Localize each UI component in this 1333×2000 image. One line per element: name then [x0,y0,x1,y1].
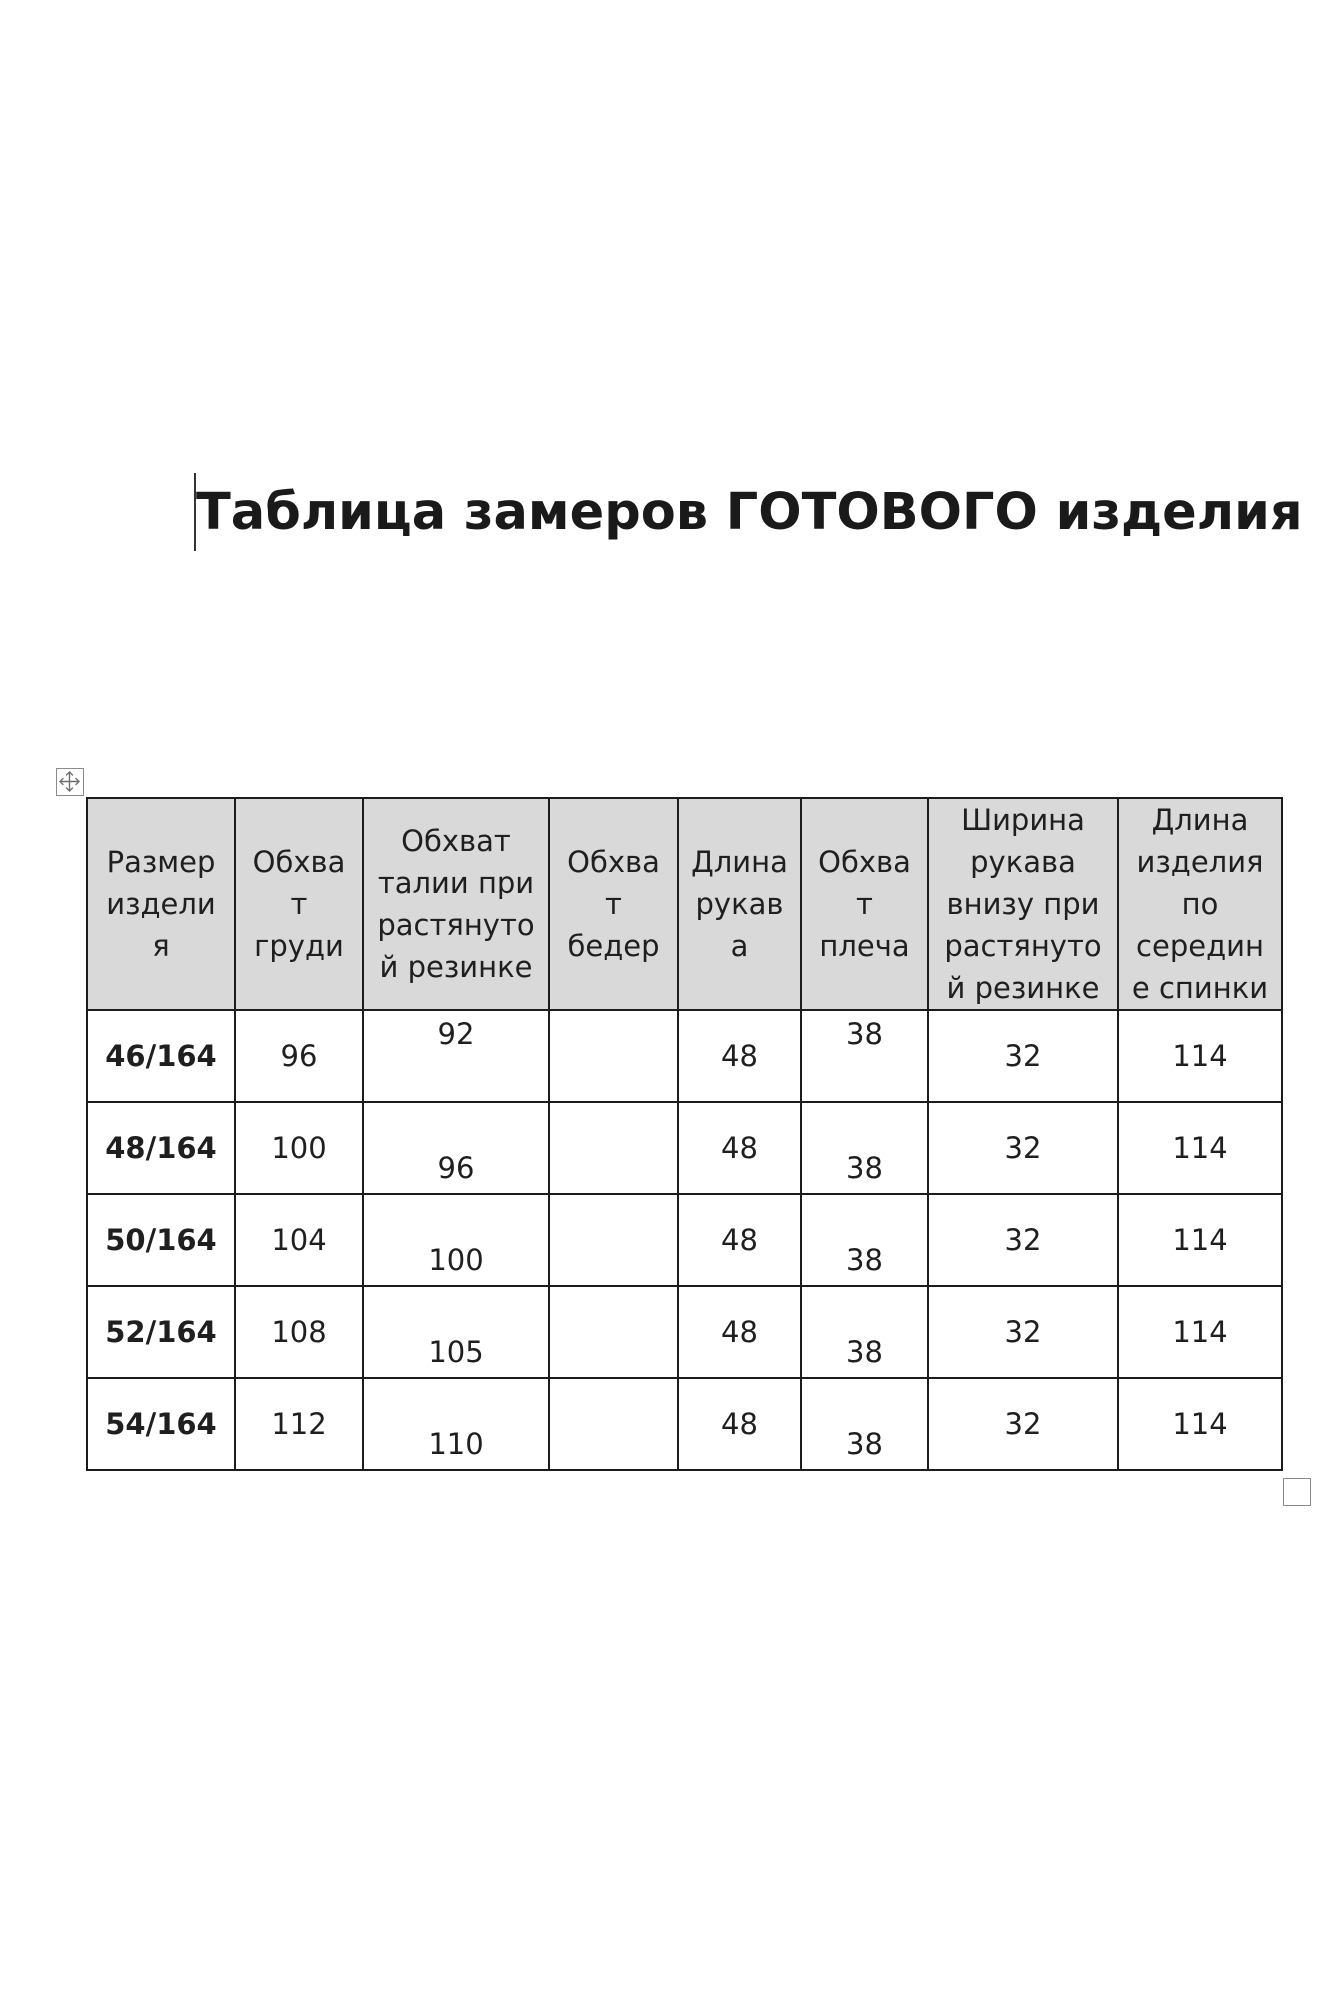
cell-sleeve-length: 48 [678,1378,801,1470]
table-row [87,1378,1282,1470]
size-table [86,797,1283,1471]
cell-sleeve-length: 48 [678,1010,801,1102]
table-row [87,1102,1282,1194]
cell-size: 50/164 [87,1194,235,1286]
cell-size: 54/164 [87,1378,235,1470]
cell-waist [363,1286,549,1378]
cell-length: 114 [1118,1194,1282,1286]
table-move-icon[interactable] [56,768,84,796]
cell-sleeve-width: 32 [928,1194,1118,1286]
cell-waist-value: 100 [428,1243,484,1277]
cell-chest: 100 [235,1102,363,1194]
cell-waist-value: 105 [428,1335,484,1369]
table-move-glyph [57,769,82,794]
cell-chest: 112 [235,1378,363,1470]
cell-hips [549,1194,678,1286]
cell-waist [363,1102,549,1194]
cell-waist-value: 96 [437,1151,475,1185]
cell-sleeve-length: 48 [678,1102,801,1194]
table-header-row [87,798,1282,1010]
cell-sleeve-width: 32 [928,1378,1118,1470]
header-size: Размер издели я [87,798,235,1010]
cell-size: 48/164 [87,1102,235,1194]
header-shoulder: Обхва т плеча [801,798,928,1010]
header-sleeve-width: Ширина рукава внизу при растянуто й резинке [928,798,1118,1010]
header-sleeve-length: Длина рукав а [678,798,801,1010]
cell-shoulder-value: 38 [846,1151,883,1185]
header-length: Длина изделия по середин е спинки [1118,798,1282,1010]
cell-shoulder-value: 38 [846,1427,883,1461]
page-title: Таблица замеров ГОТОВОГО изделия [196,483,1303,542]
cell-waist-value: 92 [437,1017,475,1051]
header-waist: Обхват талии при растянуто й резинке [363,798,549,1010]
cell-size: 46/164 [87,1010,235,1102]
header-chest: Обхва т груди [235,798,363,1010]
table-resize-icon[interactable] [1283,1478,1311,1506]
cell-waist-value: 110 [428,1427,484,1461]
cell-waist [363,1010,549,1102]
cell-shoulder [801,1378,928,1470]
cell-sleeve-width: 32 [928,1286,1118,1378]
cell-chest: 96 [235,1010,363,1102]
cell-hips [549,1286,678,1378]
cell-chest: 108 [235,1286,363,1378]
cell-hips [549,1378,678,1470]
table-row [87,1010,1282,1102]
cell-sleeve-width: 32 [928,1010,1118,1102]
cell-shoulder-value: 38 [846,1017,883,1051]
cell-size: 52/164 [87,1286,235,1378]
cell-shoulder-value: 38 [846,1243,883,1277]
table-row [87,1286,1282,1378]
cell-length: 114 [1118,1286,1282,1378]
cell-sleeve-length: 48 [678,1194,801,1286]
cell-shoulder [801,1194,928,1286]
cell-length: 114 [1118,1010,1282,1102]
header-hips: Обхва т бедер [549,798,678,1010]
cell-length: 114 [1118,1378,1282,1470]
table-row [87,1194,1282,1286]
cell-chest: 104 [235,1194,363,1286]
cell-hips [549,1010,678,1102]
cell-shoulder [801,1102,928,1194]
cell-waist [363,1194,549,1286]
cell-shoulder [801,1286,928,1378]
cell-shoulder-value: 38 [846,1335,883,1369]
cell-hips [549,1102,678,1194]
cell-sleeve-length: 48 [678,1286,801,1378]
cell-waist [363,1378,549,1470]
cell-shoulder [801,1010,928,1102]
cell-length: 114 [1118,1102,1282,1194]
cell-sleeve-width: 32 [928,1102,1118,1194]
